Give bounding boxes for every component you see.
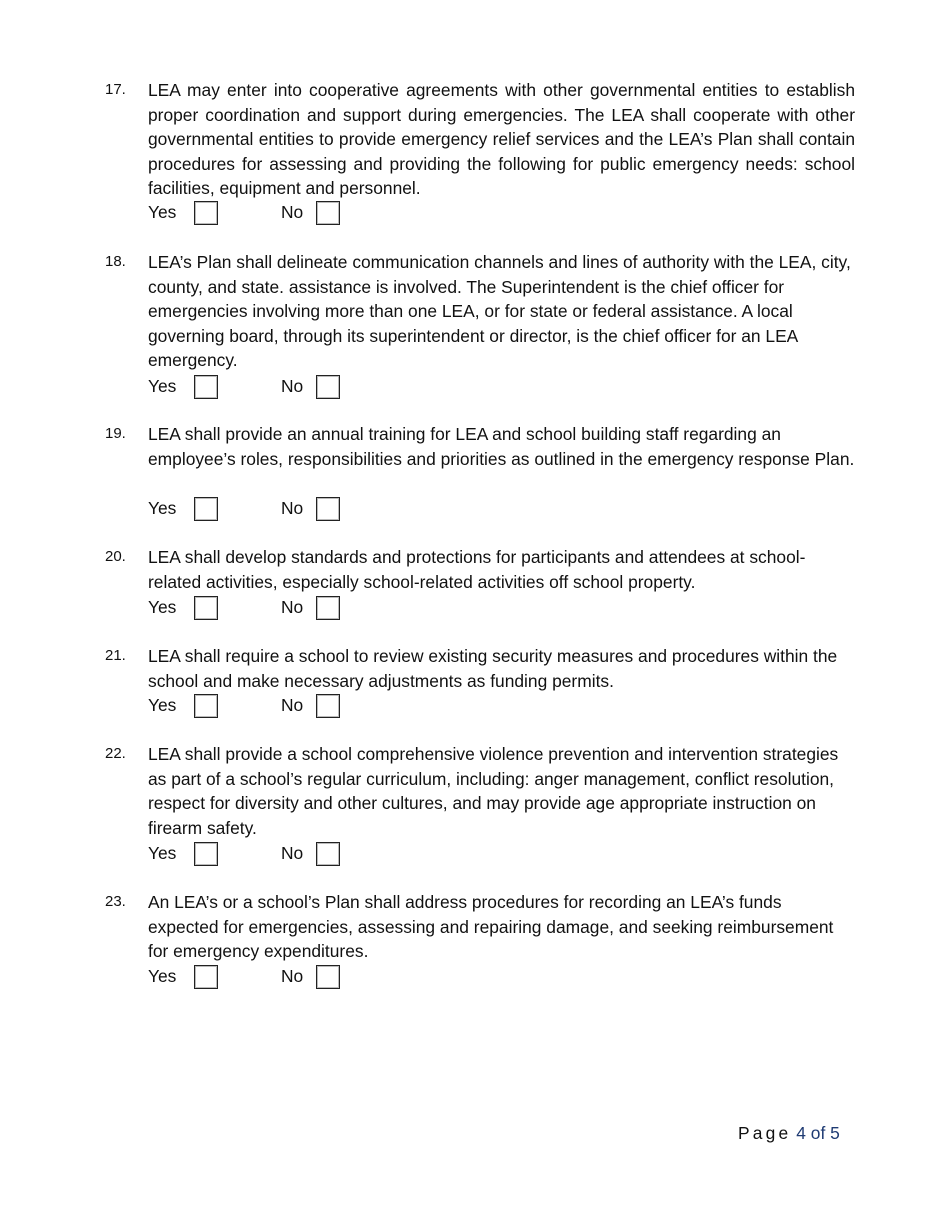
yes-checkbox[interactable] xyxy=(194,596,218,620)
yes-label: Yes xyxy=(148,966,177,986)
yes-label: Yes xyxy=(148,498,177,518)
no-label: No xyxy=(281,966,304,986)
yes-checkbox[interactable] xyxy=(194,694,218,718)
question-number: 21. xyxy=(105,647,126,664)
yes-label: Yes xyxy=(148,376,177,396)
yes-label: Yes xyxy=(148,695,177,715)
yes-label: Yes xyxy=(148,597,177,617)
no-checkbox[interactable] xyxy=(316,497,340,521)
page-footer xyxy=(738,1123,840,1144)
yes-label: Yes xyxy=(148,843,177,863)
question-number: 20. xyxy=(105,548,126,565)
no-label: No xyxy=(281,597,304,617)
no-checkbox[interactable] xyxy=(316,596,340,620)
question-text: LEA shall develop standards and protections for participants and attendees at school-related activities, especially school-related activities off school property. xyxy=(148,547,806,592)
yes-checkbox[interactable] xyxy=(194,965,218,989)
no-checkbox[interactable] xyxy=(316,201,340,225)
no-checkbox[interactable] xyxy=(316,965,340,989)
question-number: 17. xyxy=(105,81,126,98)
question-text: An LEA’s or a school’s Plan shall address procedures for recording an LEA’s funds expected for emergencies, assessing and repairing damage, and seeking reimbursement for emergency expenditures. xyxy=(148,892,834,962)
question-text: LEA may enter into cooperative agreements with other governmental entities to establish proper coordination and support during emergencies. The LEA shall cooperate with other governmental entities to provide emergency relief services and the LEA’s Plan shall contain procedures for assessing and providing the following for public emergency needs: school facilities, equipment and personnel. xyxy=(148,80,855,199)
question-text: LEA shall provide an annual training for LEA and school building staff regarding an employee’s roles, responsibilities and priorities as outlined in the emergency response Plan. xyxy=(148,424,855,469)
yes-checkbox[interactable] xyxy=(194,201,218,225)
no-label: No xyxy=(281,843,304,863)
page-number: 4 of 5 xyxy=(796,1123,840,1143)
page-word: Page xyxy=(738,1123,792,1143)
no-label: No xyxy=(281,376,304,396)
yes-checkbox[interactable] xyxy=(194,842,218,866)
no-label: No xyxy=(281,695,304,715)
no-checkbox[interactable] xyxy=(316,694,340,718)
no-label: No xyxy=(281,202,304,222)
question-text: LEA shall provide a school comprehensive violence prevention and intervention strategies as part of a school’s regular curriculum, including: anger management, conflict resolution, respect for diversity and other cultures, and may provide age appropriate instruction on firearm safety. xyxy=(148,744,839,838)
no-checkbox[interactable] xyxy=(316,842,340,866)
no-label: No xyxy=(281,498,304,518)
no-checkbox[interactable] xyxy=(316,375,340,399)
yes-label: Yes xyxy=(148,202,177,222)
question-text: LEA’s Plan shall delineate communication channels and lines of authority with the LEA, city, county, and state. assistance is involved. The Superintendent is the chief officer for emergencies involving more than one LEA, or for state or federal assistance. A local governing board, through its superintendent or director, is the chief officer for an LEA emergency. xyxy=(148,252,851,371)
yes-checkbox[interactable] xyxy=(194,497,218,521)
question-number: 22. xyxy=(105,745,126,762)
question-text: LEA shall require a school to review existing security measures and procedures within the school and make necessary adjustments as funding permits. xyxy=(148,646,838,691)
question-number: 19. xyxy=(105,425,126,442)
question-number: 18. xyxy=(105,253,126,270)
yes-checkbox[interactable] xyxy=(194,375,218,399)
question-number: 23. xyxy=(105,893,126,910)
